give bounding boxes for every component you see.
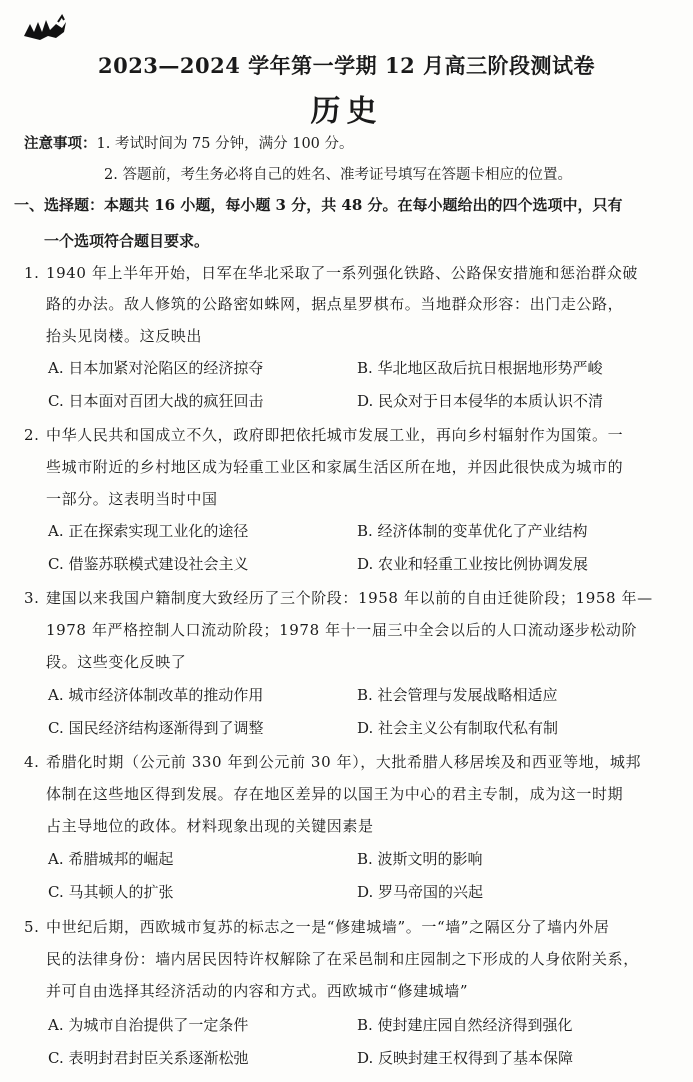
question-4-option-a[interactable]: A. 希腊城邦的崛起: [48, 850, 174, 868]
question-5-option-d[interactable]: D. 反映封建王权得到了基本保障: [357, 1049, 574, 1067]
question-3-option-a[interactable]: A. 城市经济体制改革的推动作用: [48, 686, 264, 704]
question-3-line-3: 段。这些变化反映了: [46, 653, 187, 671]
exam-title: 2023—2024 学年第一学期 12 月高三阶段测试卷: [97, 53, 596, 78]
question-2-option-b[interactable]: B. 经济体制的变革优化了产业结构: [357, 522, 588, 540]
question-3-option-b[interactable]: B. 社会管理与发展战略相适应: [357, 686, 558, 704]
question-3-number: 3.: [24, 589, 40, 607]
question-5-number: 5.: [24, 918, 40, 936]
question-2-line-1: [24, 424, 623, 445]
question-4-option-d[interactable]: D. 罗马帝国的兴起: [357, 883, 484, 901]
question-5-option-a[interactable]: A. 为城市自治提供了一定条件: [48, 1016, 249, 1034]
question-4-text-1: 希腊化时期（公元前 330 年到公元前 30 年），大批希腊人移居埃及和西亚等地，城邦: [46, 753, 642, 771]
subject-title: 历史: [310, 94, 383, 129]
question-1-text-1: 1940 年上半年开始，日军在华北采取了一系列强化铁路、公路保安措施和惩治群众破: [46, 264, 638, 282]
question-1-option-d[interactable]: D. 民众对于日本侵华的本质认识不清: [357, 392, 604, 410]
question-4-line-3: 占主导地位的政体。材料现象出现的关键因素是: [46, 817, 374, 835]
question-1-option-a[interactable]: A. 日本加紧对沦陷区的经济掠夺: [48, 359, 264, 377]
question-2-line-2: 些城市附近的乡村地区成为轻重工业区和家属生活区所在地，并因此很快成为城市的: [46, 458, 624, 476]
question-4-line-2: 体制在这些地区得到发展。存在地区差异的以国王为中心的君主专制，成为这一时期: [46, 785, 624, 803]
question-3-option-d[interactable]: D. 社会主义公有制取代私有制: [357, 719, 559, 737]
question-3-line-1: [24, 587, 653, 608]
question-1-line-1: [24, 262, 638, 283]
question-3-line-2: 1978 年严格控制人口流动阶段；1978 年十一届三中全会以后的人口流动逐步松动阶: [46, 621, 638, 639]
question-2-line-3: 一部分。这表明当时中国: [46, 490, 218, 508]
section-heading-line-2: 一个选项符合题目要求。: [44, 232, 210, 250]
question-4-number: 4.: [24, 753, 40, 771]
question-1-line-3: 抬头见岗楼。这反映出: [46, 327, 203, 345]
question-5-line-3: 并可自由选择其经济活动的内容和方式。西欧城市“修建城墙”: [46, 982, 469, 1000]
question-5-option-b[interactable]: B. 使封建庄园自然经济得到强化: [357, 1016, 573, 1034]
notice-label: 注意事项：: [24, 135, 97, 152]
question-1-number: 1.: [24, 264, 40, 282]
question-1-line-2: 路的办法。敌人修筑的公路密如蛛网，据点星罗棋布。当地群众形容：出门走公路，: [46, 295, 624, 313]
publisher-logo: [22, 14, 68, 44]
question-5-line-1: [24, 916, 609, 937]
question-3-text-1: 建国以来我国户籍制度大致经历了三个阶段：1958 年以前的自由迁徙阶段；1958 年—: [46, 589, 653, 607]
question-1-option-c[interactable]: C. 日本面对百团大战的疯狂回击: [48, 392, 264, 410]
question-2-option-d[interactable]: D. 农业和轻重工业按比例协调发展: [357, 555, 589, 573]
question-2-option-a[interactable]: A. 正在探索实现工业化的途径: [48, 522, 249, 540]
question-1-option-b[interactable]: B. 华北地区敌后抗日根据地形势严峻: [357, 359, 603, 377]
question-2-option-c[interactable]: C. 借鉴苏联模式建设社会主义: [48, 555, 249, 573]
notice-item-2: 2. 答题前，考生务必将自己的姓名、准考证号填写在答题卡相应的位置。: [104, 167, 572, 183]
question-5-text-1: 中世纪后期，西欧城市复苏的标志之一是“修建城墙”。一“墙”之隔区分了墙内外居: [46, 918, 610, 936]
question-5-option-c[interactable]: C. 表明封君封臣关系逐渐松弛: [48, 1049, 249, 1067]
question-4-line-1: [24, 751, 641, 772]
question-3-option-c[interactable]: C. 国民经济结构逐渐得到了调整: [48, 719, 264, 737]
question-2-text-1: 中华人民共和国成立不久，政府即把依托城市发展工业，再向乡村辐射作为国策。一: [46, 426, 624, 444]
notice-item-1: 1. 考试时间为 75 分钟，满分 100 分。: [96, 136, 354, 152]
question-2-number: 2.: [24, 426, 40, 444]
question-5-line-2: 民的法律身份：墙内居民因特许权解除了在采邑制和庄园制之下形成的人身依附关系，: [46, 950, 639, 968]
notice-line-1: [24, 132, 354, 153]
section-heading-line-1: 一、选择题：本题共 16 小题，每小题 3 分，共 48 分。在每小题给出的四个选项中，只有: [14, 196, 623, 214]
question-4-option-c[interactable]: C. 马其顿人的扩张: [48, 883, 174, 901]
question-4-option-b[interactable]: B. 波斯文明的影响: [357, 850, 483, 868]
